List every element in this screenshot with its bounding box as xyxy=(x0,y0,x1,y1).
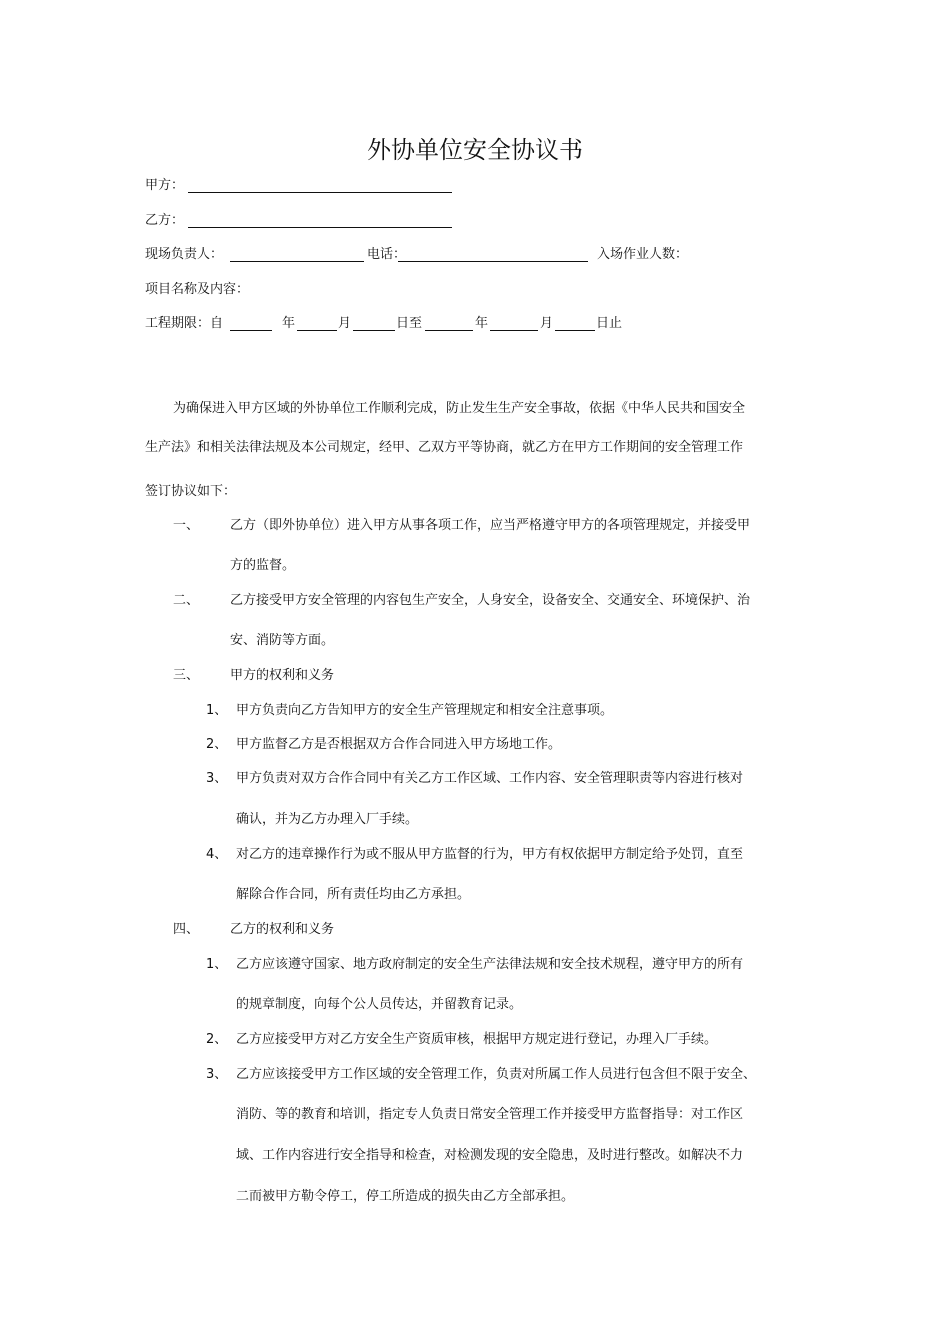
period-start-month-blank xyxy=(297,330,337,331)
period-start-day-blank xyxy=(353,330,395,331)
item-text: 甲方负责对双方合作合同中有关乙方工作区域、工作内容、安全管理职责等内容进行核对 xyxy=(236,771,744,786)
item-number: 3、 xyxy=(206,1067,228,1082)
item-text: 乙方应该遵守国家、地方政府制定的安全生产法律法规和安全技术规程，遵守甲方的所有 xyxy=(236,957,744,972)
document-title: 外协单位安全协议书 xyxy=(367,136,583,164)
intro-line: 为确保进入甲方区域的外协单位工作顺利完成，防止发生生产安全事故，依据《中华人民共和国安全 xyxy=(173,401,746,416)
period-end-day-blank xyxy=(555,330,595,331)
item-number: 2、 xyxy=(206,737,228,752)
section-heading: 甲方的权利和义务 xyxy=(230,668,335,683)
period-day-to: 日至 xyxy=(396,316,423,331)
item-text: 二而被甲方勒令停工，停工所造成的损失由乙方全部承担。 xyxy=(236,1189,575,1204)
headcount-label: 入场作业人数： xyxy=(597,247,689,262)
period-end-year-blank xyxy=(425,330,473,331)
section-text: 乙方接受甲方安全管理的内容包生产安全，人身安全，设备安全、交通安全、环境保护、治 xyxy=(230,593,751,608)
section-heading: 乙方的权利和义务 xyxy=(230,922,335,937)
item-text: 域、工作内容进行安全指导和检查，对检测发现的安全隐患，及时进行整改。如解决不力 xyxy=(236,1148,744,1163)
item-text: 对乙方的违章操作行为或不服从甲方监督的行为，甲方有权依据甲方制定给予处罚，直至 xyxy=(236,847,744,862)
item-text: 消防、等的教育和培训，指定专人负责日常安全管理工作并接受甲方监督指导：对工作区 xyxy=(236,1107,744,1122)
section-text: 乙方（即外协单位）进入甲方从事各项工作，应当严格遵守甲方的各项管理规定，并接受甲 xyxy=(230,518,751,533)
item-number: 4、 xyxy=(206,847,228,862)
period-year2: 年 xyxy=(475,316,489,331)
item-number: 1、 xyxy=(206,957,228,972)
period-day-end: 日止 xyxy=(596,316,623,331)
party-a-label: 甲方： xyxy=(145,178,185,193)
item-text: 确认，并为乙方办理入厂手续。 xyxy=(236,812,419,827)
item-text: 甲方负责向乙方告知甲方的安全生产管理规定和相安全注意事项。 xyxy=(236,703,614,718)
onsite-lead-blank xyxy=(230,261,364,262)
item-text: 的规章制度，向每个公人员传达，并留教育记录。 xyxy=(236,997,523,1012)
party-b-label: 乙方： xyxy=(145,213,185,228)
intro-line: 签订协议如下： xyxy=(145,484,237,499)
item-text: 乙方应该接受甲方工作区域的安全管理工作，负责对所属工作人员进行包含但不限于安全、 xyxy=(236,1067,757,1082)
item-text: 解除合作合同，所有责任均由乙方承担。 xyxy=(236,887,471,902)
item-number: 2、 xyxy=(206,1032,228,1047)
period-label: 工程期限：自 xyxy=(145,316,224,331)
section-text: 安、消防等方面。 xyxy=(230,633,335,648)
party-b-blank xyxy=(188,227,452,228)
onsite-lead-label: 现场负责人： xyxy=(145,247,224,262)
item-text: 甲方监督乙方是否根据双方合作合同进入甲方场地工作。 xyxy=(236,737,562,752)
party-a-blank xyxy=(188,192,452,193)
section-number: 二、 xyxy=(173,593,200,608)
project-label: 项目名称及内容： xyxy=(145,282,250,297)
phone-label: 电话： xyxy=(367,247,407,262)
item-text: 乙方应接受甲方对乙方安全生产资质审核，根据甲方规定进行登记，办理入厂手续。 xyxy=(236,1032,718,1047)
period-end-month-blank xyxy=(490,330,538,331)
section-number: 三、 xyxy=(173,668,200,683)
section-text: 方的监督。 xyxy=(230,558,296,573)
item-number: 1、 xyxy=(206,703,228,718)
period-month1: 月 xyxy=(338,316,352,331)
intro-line: 生产法》和相关法律法规及本公司规定，经甲、乙双方平等协商，就乙方在甲方工作期间的安全管理工作 xyxy=(145,440,744,455)
section-number: 一、 xyxy=(173,518,200,533)
period-month2: 月 xyxy=(540,316,554,331)
period-start-year-blank xyxy=(230,330,272,331)
period-year1: 年 xyxy=(282,316,296,331)
section-number: 四、 xyxy=(173,922,200,937)
phone-blank xyxy=(398,261,588,262)
item-number: 3、 xyxy=(206,771,228,786)
